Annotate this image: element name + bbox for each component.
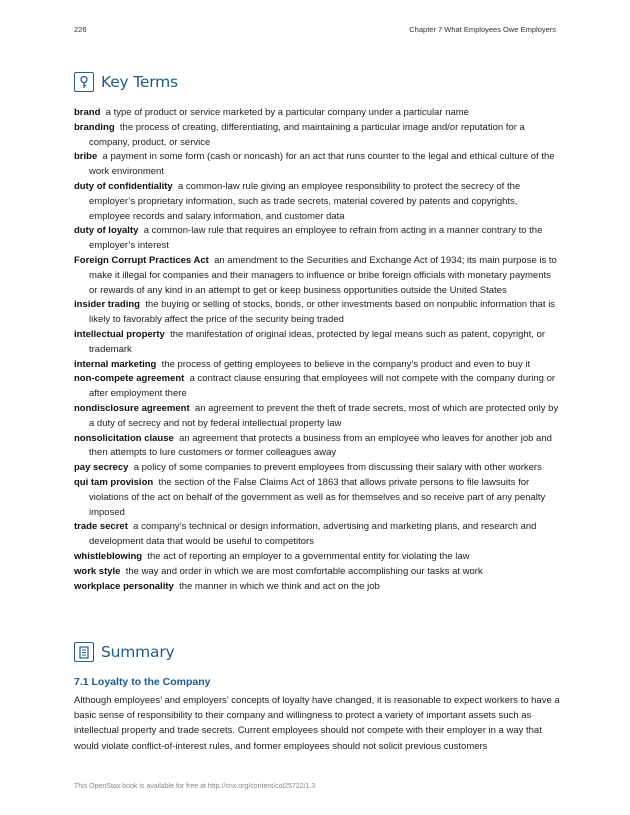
page-number: 226 xyxy=(74,25,87,34)
key-term-entry xyxy=(74,106,560,121)
key-term-entry xyxy=(74,402,560,432)
key-term-entry xyxy=(74,550,560,565)
key-term-word: brand xyxy=(74,107,101,118)
key-term-definition: the process of creating, differentiating, and maintaining a particular image and/or reputation for a company, product, or service xyxy=(89,121,525,148)
key-terms-heading xyxy=(74,72,178,92)
key-term-definition: the buying or selling of stocks, bonds, or other investments based on nonpublic information that is likely to favorably affect the price of the security being traded xyxy=(89,299,556,326)
key-term-word: intellectual property xyxy=(74,328,165,340)
running-header xyxy=(74,25,556,34)
key-term-definition: an agreement to prevent the theft of trade secrets, most of which are protected only by a duty of secrecy and not by federal intellectual property law xyxy=(89,402,559,429)
key-term-entry xyxy=(74,461,560,476)
key-term-entry xyxy=(74,298,560,328)
key-term-word: pay secrecy xyxy=(74,462,129,474)
key-term-word: qui tam provision xyxy=(74,476,154,488)
summary-paragraph: Although employees’ and employers’ concepts of loyalty have changed, it is reasonable to expect workers to have a basic sense of responsibility to their company and willingness to protect a variety of important assets such as intellectual property and trade secrets. Current employees should not compete with their employer in a way that would violate conflict-of-interest rules, and former employees should not solicit previous customers xyxy=(74,695,560,752)
key-term-definition: the act of reporting an employer to a governmental entity for violating the law xyxy=(147,550,470,562)
summary-subsection-heading: 7.1 Loyalty to the Company xyxy=(74,676,211,688)
key-term-definition: a type of product or service marketed by a particular company under a particular name xyxy=(105,107,469,118)
key-term-entry xyxy=(74,476,560,520)
key-term-word: nonsolicitation clause xyxy=(74,432,174,444)
key-terms-title: Key Terms xyxy=(101,73,178,91)
key-terms-list xyxy=(74,106,560,594)
key-term-word: non-compete agreement xyxy=(74,373,185,385)
key-term-definition: a contract clause ensuring that employees will not compete with the company during or after employment there xyxy=(89,373,556,400)
key-term-entry xyxy=(74,580,560,595)
key-term-entry xyxy=(74,224,560,254)
summary-heading xyxy=(74,642,175,662)
key-term-entry xyxy=(74,432,560,462)
key-term-word: insider trading xyxy=(74,299,140,311)
key-icon xyxy=(74,72,94,92)
key-term-entry xyxy=(74,328,560,358)
key-term-word: whistleblowing xyxy=(74,550,143,562)
key-term-definition: an agreement that protects a business from an employee who leaves for another job and then attempts to lure customers or former colleagues away xyxy=(89,432,552,459)
key-term-entry xyxy=(74,150,560,180)
key-term-entry xyxy=(74,520,560,550)
key-term-word: work style xyxy=(74,565,121,577)
key-term-word: nondisclosure agreement xyxy=(74,402,190,414)
key-term-definition: the process of getting employees to believe in the company’s product and even to buy it xyxy=(161,358,531,370)
key-term-word: branding xyxy=(74,121,115,133)
key-term-definition: the section of the False Claims Act of 1863 that allows private persons to file lawsuits for violations of the act on behalf of the government as well as for themselves and so receive part of any penalty imposed xyxy=(89,476,546,518)
document-icon xyxy=(74,642,94,662)
key-term-definition: a common-law rule that requires an employee to refrain from acting in a manner contrary to the employer’s interest xyxy=(89,225,543,252)
key-term-definition: a common-law rule giving an employee responsibility to protect the secrecy of the employer’s proprietary information, such as trade secrets, material covered by patents and copyrights, employee records and salary information, and customer data xyxy=(89,180,521,222)
key-term-word: Foreign Corrupt Practices Act xyxy=(74,254,209,266)
key-term-definition: the way and order in which we are most comfortable accomplishing our tasks at work xyxy=(125,565,483,577)
key-term-definition: the manifestation of original ideas, protected by legal means such as patent, copyright, or trademark xyxy=(89,328,546,355)
summary-title: Summary xyxy=(101,643,175,661)
key-term-word: bribe xyxy=(74,151,98,163)
key-term-definition: an amendment to the Securities and Exchange Act of 1934; its main purpose is to make it illegal for companies and their managers to influence or bribe foreign officials with monetary payments or rewards of any kind in an attempt to get or keep business opportunities outside the United States xyxy=(89,254,557,296)
key-term-entry xyxy=(74,121,560,151)
footer-note: This OpenStax book is available for free at http://cnx.org/content/col25722/1.3 xyxy=(74,783,316,790)
key-term-word: duty of confidentiality xyxy=(74,180,173,192)
chapter-title: Chapter 7 What Employees Owe Employers xyxy=(409,25,556,34)
key-term-entry xyxy=(74,372,560,402)
key-term-entry xyxy=(74,565,560,580)
key-term-entry xyxy=(74,180,560,224)
key-term-word: duty of loyalty xyxy=(74,225,139,237)
key-term-definition: a payment in some form (cash or noncash) for an act that runs counter to the legal and ethical culture of the work environment xyxy=(89,151,555,178)
key-term-definition: the manner in which we think and act on the job xyxy=(179,580,380,592)
key-term-word: trade secret xyxy=(74,521,128,533)
key-term-entry xyxy=(74,254,560,298)
key-term-definition: a policy of some companies to prevent employees from discussing their salary with other workers xyxy=(133,462,542,474)
key-term-word: workplace personality xyxy=(74,580,174,592)
key-term-definition: a company’s technical or design information, advertising and marketing plans, and research and development data that would be useful to competitors xyxy=(89,521,537,548)
key-term-word: internal marketing xyxy=(74,358,157,370)
key-term-entry xyxy=(74,358,560,373)
